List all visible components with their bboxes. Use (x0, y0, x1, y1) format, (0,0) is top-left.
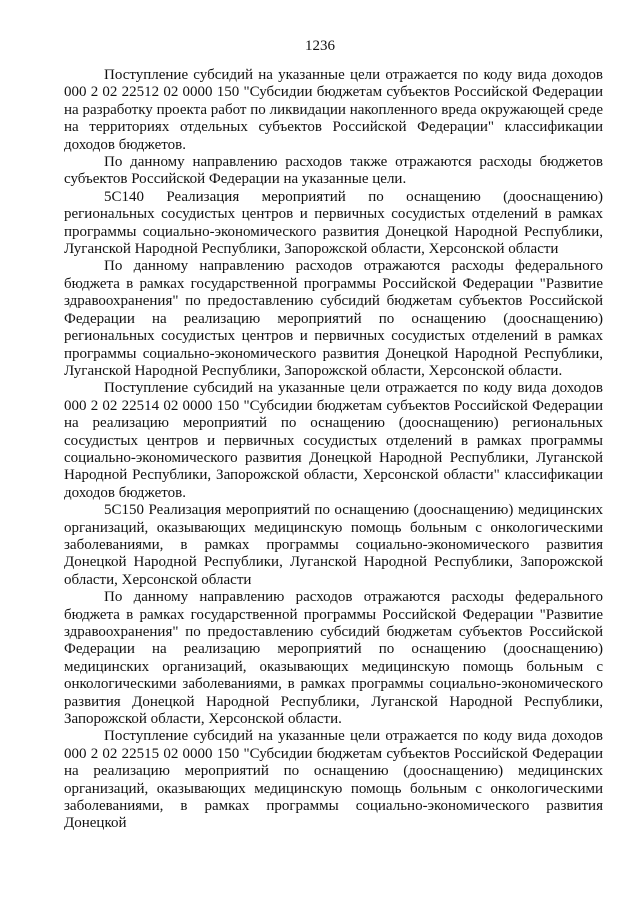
paragraph-5c140-description: По данному направлению расходов отражаются расходы федерального бюджета в рамках государственной программы Российской Федерации "Развитие здравоохранения" по предоставлению субсидий бюджетам субъектов Российской Федерации на реализацию мероприятий по оснащению (дооснащению) региональных сосудистых центров и первичных сосудистых отделений в рамках программы социально-экономического развития Донецкой Народной Республики, Луганской Народной Республики, Запорожской области, Херсонской области. (64, 258, 603, 379)
paragraph-income-22515: Поступление субсидий на указанные цели отражается по коду вида доходов 000 2 02 22515 02 0000 150 "Субсидии бюджетам субъектов Российской Федерации на реализацию мероприятий по оснащению (дооснащению) медицинских организаций, оказывающих медицинскую помощь больным с онкологическими заболеваниями, в рамках программы социально-экономического развития Донецкой (64, 728, 603, 832)
page-number: 1236 (305, 38, 335, 54)
paragraph-regional-budgets-expenses: По данному направлению расходов также отражаются расходы бюджетов субъектов Российской Федерации на указанные цели. (64, 154, 603, 188)
paragraph-5c140-heading: 5С140 Реализация мероприятий по оснащению (дооснащению) региональных сосудистых центров и первичных сосудистых отделений в рамках программы социально-экономического развития Донецкой Народной Республики, Луганской Народной Республики, Запорожской области, Херсонской области (64, 188, 603, 258)
paragraph-income-22514: Поступление субсидий на указанные цели отражается по коду вида доходов 000 2 02 22514 02 0000 150 "Субсидии бюджетам субъектов Российской Федерации на реализацию мероприятий по оснащению (дооснащению) региональных сосудистых центров и первичных сосудистых отделений в рамках программы социально-экономического развития Донецкой Народной Республики, Луганской Народной Республики, Запорожской области, Херсонской области" классификации доходов бюджетов. (64, 380, 603, 501)
paragraph-5c150-heading: 5С150 Реализация мероприятий по оснащению (дооснащению) медицинских организаций, оказывающих медицинскую помощь больным с онкологическими заболеваниями, в рамках программы социально-экономического развития Донецкой Народной Республики, Луганской Народной Республики, Запорожской области, Херсонской области (64, 502, 603, 588)
paragraph-5c150-description: По данному направлению расходов отражаются расходы федерального бюджета в рамках государственной программы Российской Федерации "Развитие здравоохранения" по предоставлению субсидий бюджетам субъектов Российской Федерации на реализацию мероприятий по оснащению (дооснащению) медицинских организаций, оказывающих медицинскую помощь больным с онкологическими заболеваниями, в рамках программы социально-экономического развития Донецкой Народной Республики, Луганской Народной Республики, Запорожской области, Херсонской области. (64, 589, 603, 728)
document-body (64, 67, 603, 833)
paragraph-income-22512: Поступление субсидий на указанные цели отражается по коду вида доходов 000 2 02 22512 02 0000 150 "Субсидии бюджетам субъектов Российской Федерации на разработку проекта работ по ликвидации накопленного вреда окружающей среде на территориях отдельных субъектов Российской Федерации" классификации доходов бюджетов. (64, 67, 603, 153)
